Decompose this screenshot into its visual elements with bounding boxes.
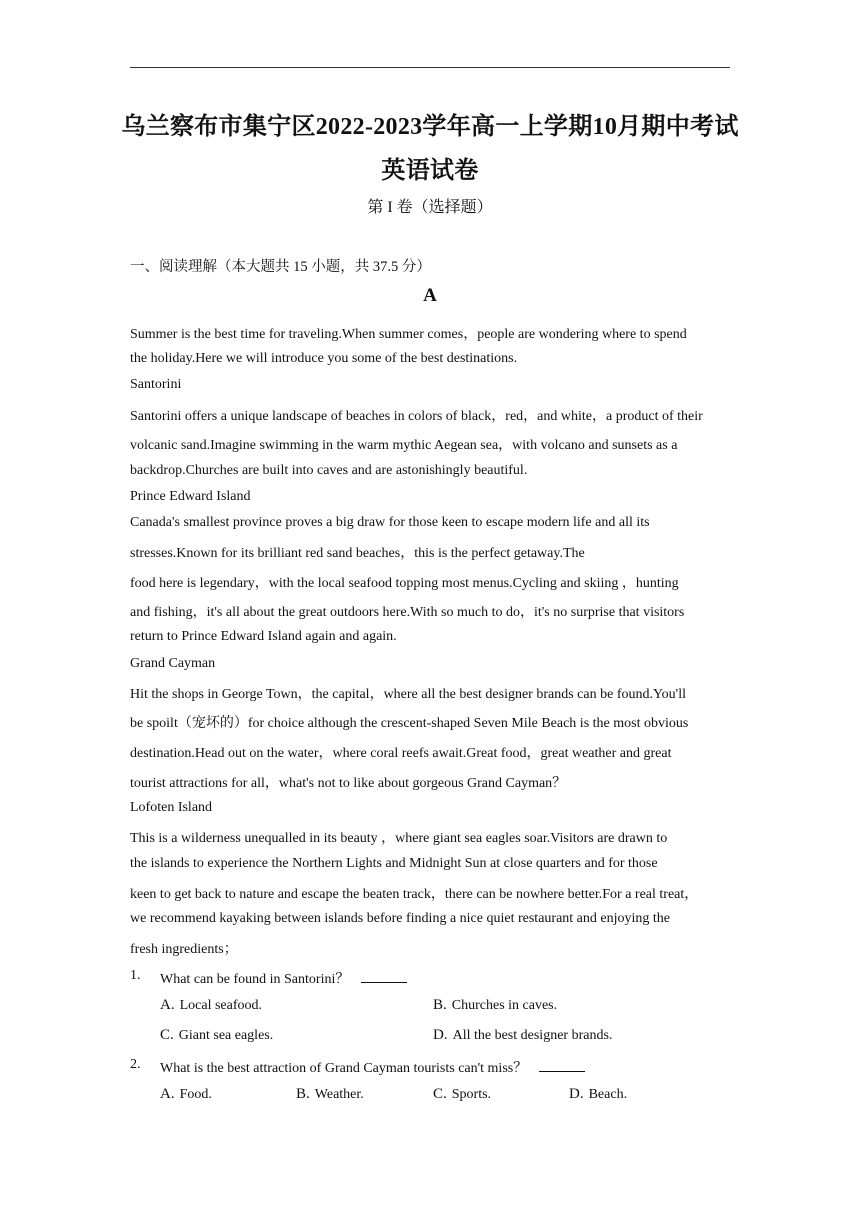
option-a <box>160 1086 212 1103</box>
passage-line: Hit the shops in George Town，the capital，where all the best designer brands can be found.You'll <box>130 687 686 702</box>
passage-line: return to Prince Edward Island again and again. <box>130 629 397 644</box>
option-b <box>433 997 557 1014</box>
passage-line: Santorini <box>130 377 182 392</box>
passage-line: Grand Cayman <box>130 656 216 671</box>
passage-line: Prince Edward Island <box>130 489 251 504</box>
passage-line: fresh ingredients； <box>130 942 238 957</box>
question-stem: What is the best attraction of Grand Cayman tourists can't miss？ <box>160 1061 528 1076</box>
exam-title-line2: 英语试卷 <box>381 158 479 184</box>
question-stem: What can be found in Santorini？ <box>160 972 350 987</box>
passage-line: and fishing，it's all about the great outdoors here.With so much to do，it's no surprise that visitors <box>130 605 685 620</box>
passage-line: volcanic sand.Imagine swimming in the warm mythic Aegean sea，with volcano and sunsets as a <box>130 438 678 453</box>
option-text: Beach. <box>588 1087 628 1102</box>
option-letter: B. <box>296 1086 310 1102</box>
passage-line: backdrop.Churches are built into caves and are astonishingly beautiful. <box>130 463 528 478</box>
passage-line: Lofoten Island <box>130 800 213 815</box>
option-text: Food. <box>179 1087 212 1102</box>
passage-line: be spoilt（宠坏的）for choice although the crescent-shaped Seven Mile Beach is the most obvious <box>130 716 689 731</box>
passage-line: food here is legendary，with the local seafood topping most menus.Cycling and skiing ，hunting <box>130 576 679 591</box>
option-letter: C. <box>160 1027 174 1043</box>
passage-line: the holiday.Here we will introduce you some of the best destinations. <box>130 351 518 366</box>
section-heading: 一、阅读理解（本大题共 15 小题，共 37.5 分） <box>130 259 431 275</box>
option-letter: A. <box>160 997 175 1013</box>
option-c <box>433 1086 491 1103</box>
passage-line: tourist attractions for all，what's not to like about gorgeous Grand Cayman？ <box>130 776 567 791</box>
question-text <box>160 968 407 988</box>
option-letter: D. <box>433 1027 448 1043</box>
passage-line: destination.Head out on the water，where coral reefs await.Great food，great weather and great <box>130 746 672 761</box>
answer-blank <box>539 1059 585 1072</box>
passage-line: we recommend kayaking between islands before finding a nice quiet restaurant and enjoying the <box>130 911 670 926</box>
passage-line: This is a wilderness unequalled in its beauty ，where giant sea eagles soar.Visitors are drawn to <box>130 831 668 846</box>
option-text: Churches in caves. <box>451 998 558 1013</box>
option-a <box>160 997 262 1014</box>
option-letter: C. <box>433 1086 447 1102</box>
option-d <box>433 1027 612 1044</box>
passage-line: Santorini offers a unique landscape of beaches in colors of black，red，and white，a product of their <box>130 409 703 424</box>
volume-subtitle: 第 I 卷（选择题） <box>367 199 493 216</box>
passage-line: Canada's smallest province proves a big draw for those keen to escape modern life and all its <box>130 515 650 530</box>
option-b <box>296 1086 364 1103</box>
option-text: Sports. <box>451 1087 492 1102</box>
option-d <box>569 1086 627 1103</box>
header-rule <box>130 67 730 68</box>
passage-label: A <box>423 285 437 306</box>
option-letter: A. <box>160 1086 175 1102</box>
option-text: All the best designer brands. <box>452 1028 613 1043</box>
passage-line: the islands to experience the Northern Lights and Midnight Sun at close quarters and for those <box>130 856 658 871</box>
passage-line: Summer is the best time for traveling.When summer comes，people are wondering where to spend <box>130 327 687 342</box>
option-text: Giant sea eagles. <box>178 1028 274 1043</box>
passage-line: stresses.Known for its brilliant red sand beaches，this is the perfect getaway.The <box>130 546 585 561</box>
exam-title-line1: 乌兰察布市集宁区2022-2023学年高一上学期10月期中考试 <box>121 114 739 140</box>
question-number: 2. <box>130 1057 141 1072</box>
option-letter: B. <box>433 997 447 1013</box>
option-c <box>160 1027 273 1044</box>
option-text: Local seafood. <box>179 998 263 1013</box>
question-number: 1. <box>130 968 141 983</box>
question-text <box>160 1057 585 1077</box>
passage-line: keen to get back to nature and escape the beaten track，there can be nowhere better.For a real treat， <box>130 887 699 902</box>
answer-blank <box>361 970 407 983</box>
option-text: Weather. <box>314 1087 364 1102</box>
option-letter: D. <box>569 1086 584 1102</box>
